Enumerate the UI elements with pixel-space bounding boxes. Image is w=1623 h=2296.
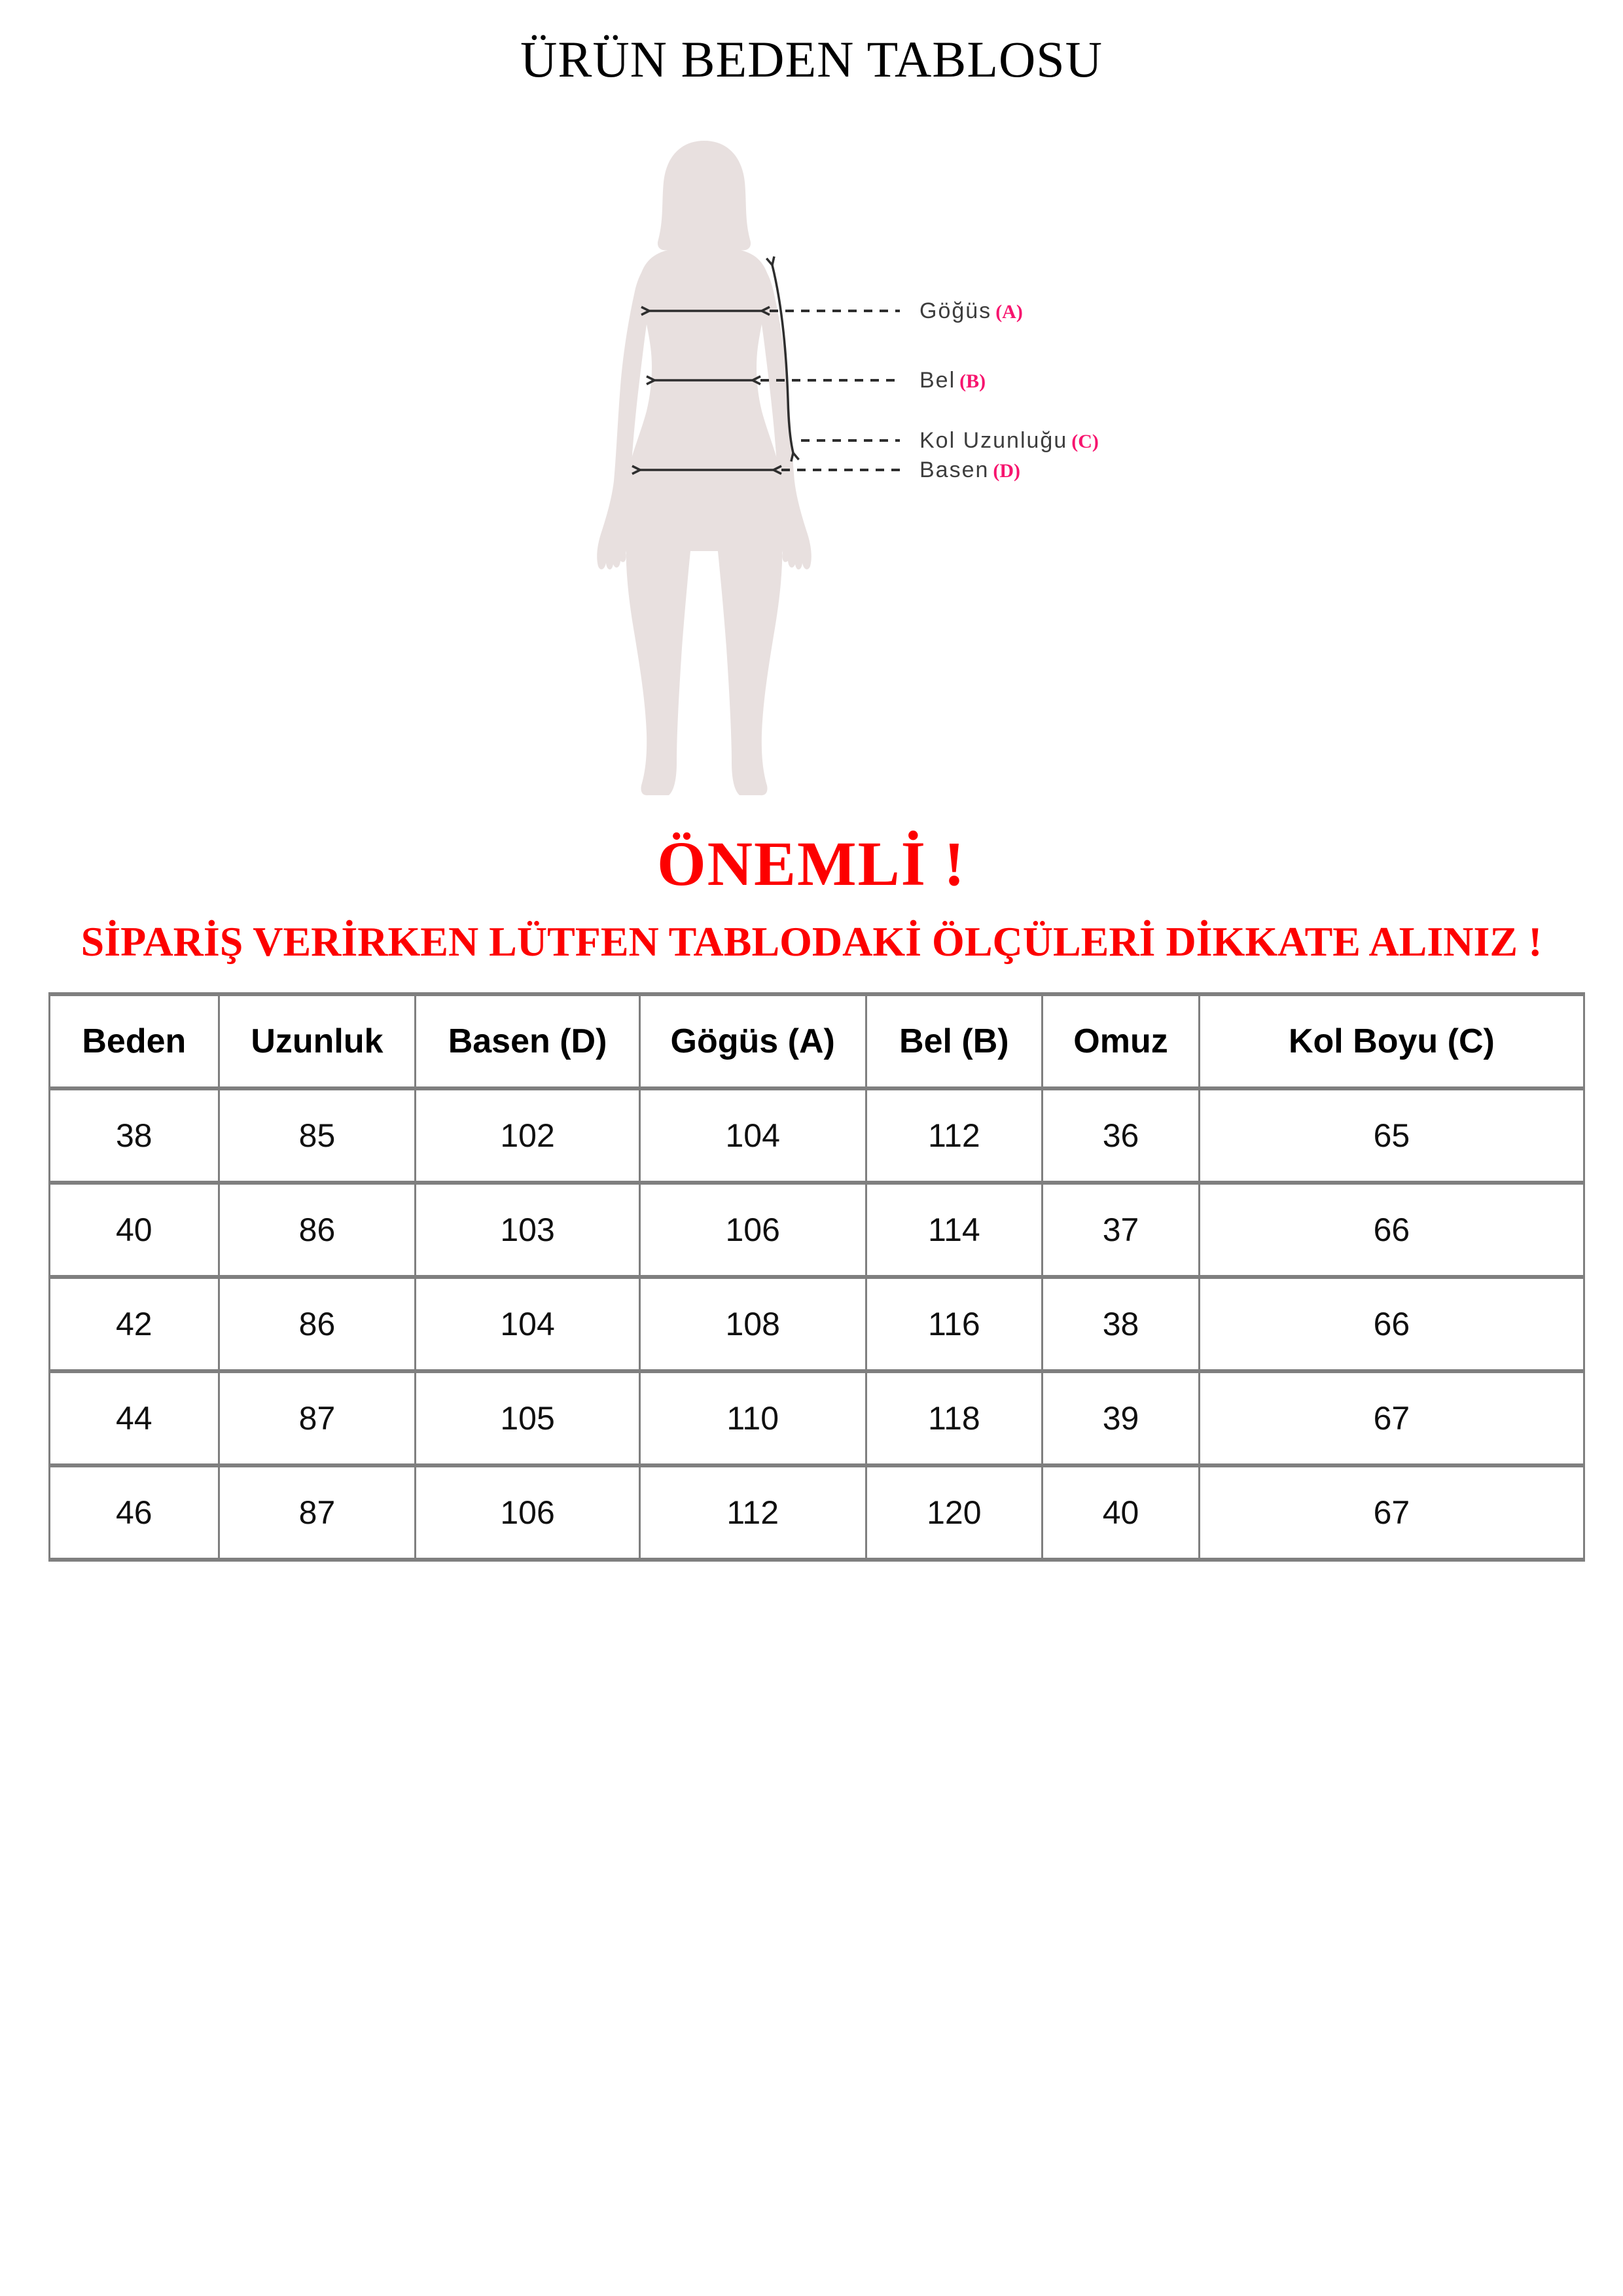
measure-label-waist	[919, 365, 986, 395]
table-cell: 40	[1043, 1465, 1200, 1560]
table-cell: 116	[866, 1277, 1043, 1371]
body-silhouette	[597, 141, 812, 795]
table-cell: 36	[1043, 1088, 1200, 1183]
table-row	[50, 1183, 1584, 1277]
measure-label-hips	[919, 455, 1020, 485]
table-cell: 114	[866, 1183, 1043, 1277]
size-table	[48, 992, 1585, 1562]
size-table-body	[50, 1088, 1584, 1560]
table-cell: 105	[416, 1371, 640, 1465]
table-cell: 110	[639, 1371, 866, 1465]
table-cell: 67	[1199, 1371, 1584, 1465]
measure-code-b: (B)	[959, 370, 986, 392]
column-header: Gögüs (A)	[639, 994, 866, 1088]
table-cell: 108	[639, 1277, 866, 1371]
measure-label-waist-text: Bel	[919, 368, 956, 393]
page-title: ÜRÜN BEDEN TABLOSU	[520, 31, 1103, 88]
table-cell: 102	[416, 1088, 640, 1183]
column-header: Bel (B)	[866, 994, 1043, 1088]
warning-message: SİPARİŞ VERİRKEN LÜTFEN TABLODAKİ ÖLÇÜLERİ DİKKATE ALINIZ !	[80, 918, 1543, 965]
table-row	[50, 1371, 1584, 1465]
table-cell: 87	[219, 1465, 416, 1560]
table-cell: 38	[1043, 1277, 1200, 1371]
table-cell: 86	[219, 1277, 416, 1371]
column-header: Kol Boyu (C)	[1199, 994, 1584, 1088]
table-cell: 103	[416, 1183, 640, 1277]
table-cell: 106	[639, 1183, 866, 1277]
column-header: Beden	[50, 994, 219, 1088]
table-cell: 66	[1199, 1277, 1584, 1371]
table-cell: 87	[219, 1371, 416, 1465]
measure-label-hips-text: Basen	[919, 457, 990, 482]
column-header: Basen (D)	[416, 994, 640, 1088]
table-row	[50, 1088, 1584, 1183]
table-cell: 46	[50, 1465, 219, 1560]
table-cell: 120	[866, 1465, 1043, 1560]
measure-label-chest	[919, 296, 1023, 326]
table-cell: 86	[219, 1183, 416, 1277]
table-row	[50, 1277, 1584, 1371]
table-cell: 37	[1043, 1183, 1200, 1277]
table-cell: 67	[1199, 1465, 1584, 1560]
table-cell: 65	[1199, 1088, 1584, 1183]
column-header: Uzunluk	[219, 994, 416, 1088]
table-cell: 44	[50, 1371, 219, 1465]
measure-code-d: (D)	[993, 460, 1021, 482]
table-cell: 106	[416, 1465, 640, 1560]
table-cell: 42	[50, 1277, 219, 1371]
measure-code-c: (C)	[1071, 431, 1099, 452]
measure-label-arm-length	[919, 425, 1099, 456]
measure-label-chest-text: Göğüs	[919, 298, 992, 323]
table-cell: 40	[50, 1183, 219, 1277]
table-cell: 112	[639, 1465, 866, 1560]
measure-label-arm-length-text: Kol Uzunluğu	[919, 428, 1068, 453]
body-measurement-diagram	[556, 111, 1145, 818]
column-header: Omuz	[1043, 994, 1200, 1088]
measure-code-a: (A)	[995, 301, 1023, 323]
table-cell: 118	[866, 1371, 1043, 1465]
body-measurement-figure	[556, 111, 1145, 818]
table-cell: 39	[1043, 1371, 1200, 1465]
table-cell: 38	[50, 1088, 219, 1183]
important-heading: ÖNEMLİ !	[657, 829, 966, 899]
table-cell: 112	[866, 1088, 1043, 1183]
table-cell: 104	[416, 1277, 640, 1371]
size-table-header-row	[50, 994, 1584, 1088]
table-cell: 66	[1199, 1183, 1584, 1277]
table-cell: 85	[219, 1088, 416, 1183]
table-row	[50, 1465, 1584, 1560]
table-cell: 104	[639, 1088, 866, 1183]
